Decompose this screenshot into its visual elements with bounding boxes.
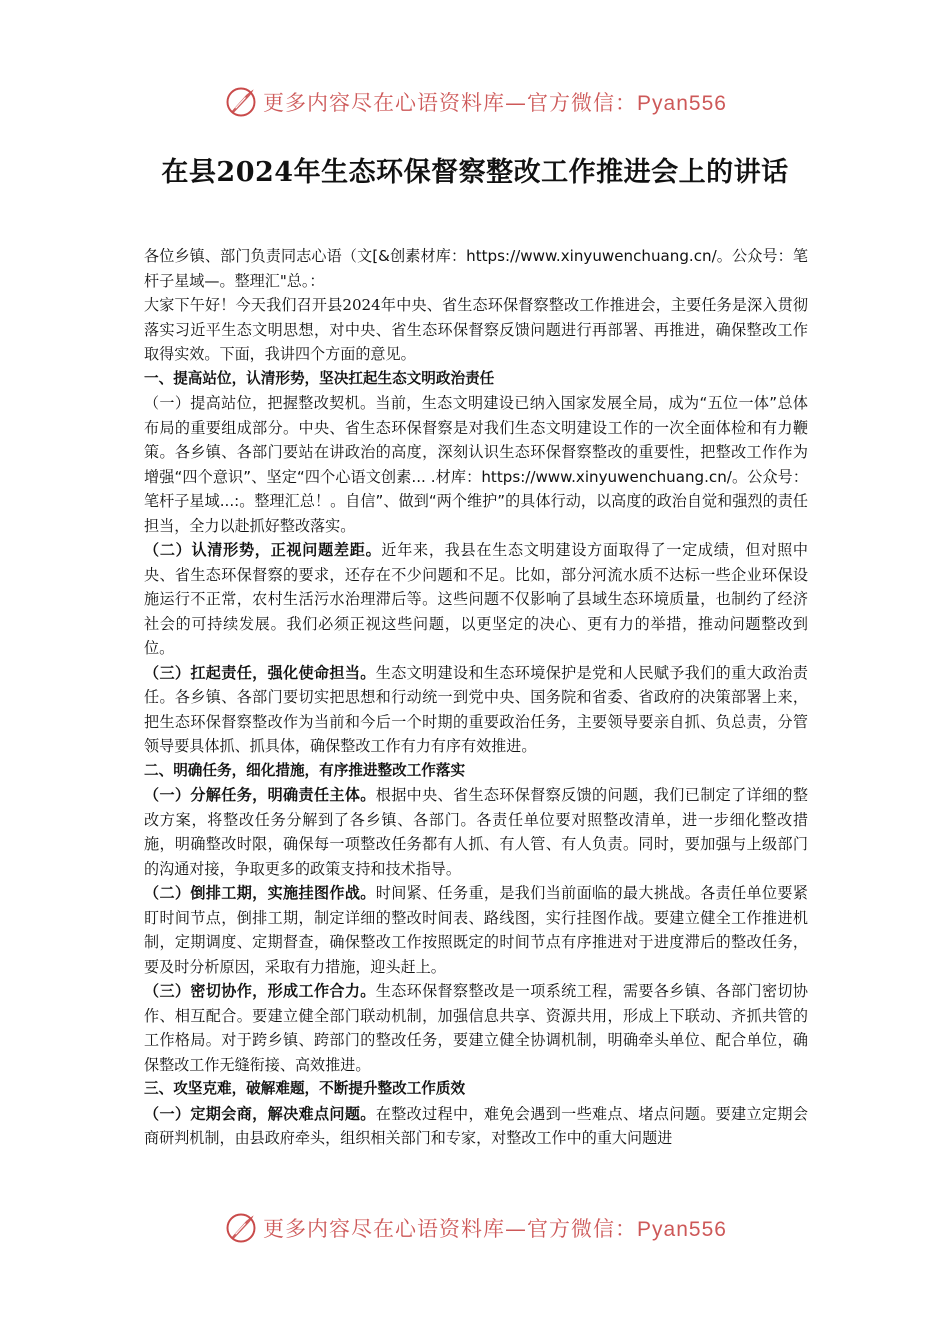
intro-paragraph: 大家下午好！今天我们召开县2024年中央、省生态环保督察整改工作推进会，主要任务是深入贯彻落实习近平生态文明思想，对中央、省生态环保督察反馈问题进行再部署、再推进，确保整改工作取得实效。下面，我讲四个方面的意见。: [144, 296, 808, 363]
quill-logo-icon: [223, 84, 259, 120]
paragraph-lead: （三）扛起责任，强化使命担当。: [144, 663, 376, 682]
wechat-id: Pyan556: [637, 1218, 727, 1241]
wechat-id: Pyan556: [637, 92, 727, 115]
quill-logo-icon: [223, 1210, 259, 1246]
header-banner: [0, 82, 950, 122]
paragraph-3-1: （一）定期会商，解决难点问题。在整改过程中，难免会遇到一些难点、堵点问题。要建立定期会商研判机制，由县政府牵头，组织相关部门和专家，对整改工作中的重大问题进: [144, 1104, 808, 1147]
paragraph-lead: （二）倒排工期，实施挂图作战。: [144, 884, 376, 902]
paragraph-2-2: （二）倒排工期，实施挂图作战。时间紧、任务重，是我们当前面临的最大挑战。各责任单位要紧盯时间节点，倒排工期，制定详细的整改时间表、路线图，实行挂图作战。要建立健全工作推进机制，定期调度、定期督查，确保整改工作按照既定的时间节点有序推进对于进度滞后的整改任务，要及时分析原因，采取有力措施，迎头赶上。: [144, 884, 808, 976]
document-body: [144, 244, 808, 1151]
section-heading-1: 一、提高站位，认清形势，坚决扛起生态文明政治责任: [144, 369, 495, 387]
paragraph-lead: （一）分解任务，明确责任主体。: [144, 786, 376, 804]
banner-text: 更多内容尽在心语资料库—官方微信：Pyan556: [263, 91, 727, 115]
section-heading-2: 二、明确任务，细化措施，有序推进整改工作落实: [144, 761, 466, 779]
page-title: 在县2024年生态环保督察整改工作推进会上的讲话: [161, 157, 789, 188]
paragraph-lead: （一）定期会商，解决难点问题。: [144, 1104, 376, 1123]
banner-text: 更多内容尽在心语资料库—官方微信：Pyan556: [263, 1217, 727, 1241]
paragraph-1-3: （三）扛起责任，强化使命担当。生态文明建设和生态环境保护是党和人民赋予我们的重大政治责任。各乡镇、各部门要切实把思想和行动统一到党中央、国务院和省委、省政府的决策部署上来，把生态环保督察整改作为当前和今后一个时期的重要政治任务，主要领导要亲自抓、负总责，分管领导要具体抓、抓具体，确保整改工作有力有序有效推进。: [144, 663, 808, 755]
paragraph-1-2: （二）认清形势，正视问题差距。近年来，我县在生态文明建设方面取得了一定成绩，但对照中央、省生态环保督察的要求，还存在不少问题和不足。比如，部分河流水质不达标一些企业环保设施运行不正常，农村生活污水治理滞后等。这些问题不仅影响了县域生态环境质量，也制约了经济社会的可持续发展。我们必须正视这些问题，以更坚定的决心、更有力的举措，推动问题整改到位。: [144, 541, 808, 657]
section-heading-3: 三、攻坚克难，破解难题，不断提升整改工作质效: [144, 1080, 466, 1097]
salutation: 各位乡镇、部门负责同志心语（文[&创素材库：https://www.xinyuwenchuang.cn/。公众号：笔杆子星域—。整理汇"总。：: [144, 247, 808, 290]
paragraph-2-3: （三）密切协作，形成工作合力。生态环保督察整改是一项系统工程，需要各乡镇、各部门密切协作、相互配合。要建立健全部门联动机制，加强信息共享、资源共用，形成上下联动、齐抓共管的工作格局。对于跨乡镇、跨部门的整改任务，要建立健全协调机制，明确牵头单位、配合单位，确保整改工作无缝衔接、高效推进。: [144, 982, 808, 1074]
paragraph-lead: （三）密切协作，形成工作合力。: [144, 982, 376, 1000]
paragraph-lead: （二）认清形势，正视问题差距。: [144, 541, 382, 559]
footer-banner: [0, 1208, 950, 1248]
paragraph-2-1: （一）分解任务，明确责任主体。根据中央、省生态环保督察反馈的问题，我们已制定了详细的整改方案，将整改任务分解到了各乡镇、各部门。各责任单位要对照整改清单，进一步细化整改措施，明确整改时限，确保每一项整改任务都有人抓、有人管、有人负责。同时，要加强与上级部门的沟通对接，争取更多的政策支持和技术指导。: [144, 786, 808, 878]
paragraph-1-1: （一）提高站位，把握整改契机。当前，生态文明建设已纳入国家发展全局，成为“五位一体”总体布局的重要组成部分。中央、省生态环保督察是对我们生态文明建设工作的一次全面体检和有力鞭策。各乡镇、各部门要站在讲政治的高度，深刻认识生态环保督察整改的重要性，把整改工作作为增强“四个意识”、坚定“四个心语文创素... .材库：https://www.xinyuwenchuang.cn/。公众号：笔杆子星域...:。整理汇总！。自信”、做到“两个维护”的具体行动，以高度的政治自觉和强烈的责任担当，全力以赴抓好整改落实。: [144, 394, 808, 535]
